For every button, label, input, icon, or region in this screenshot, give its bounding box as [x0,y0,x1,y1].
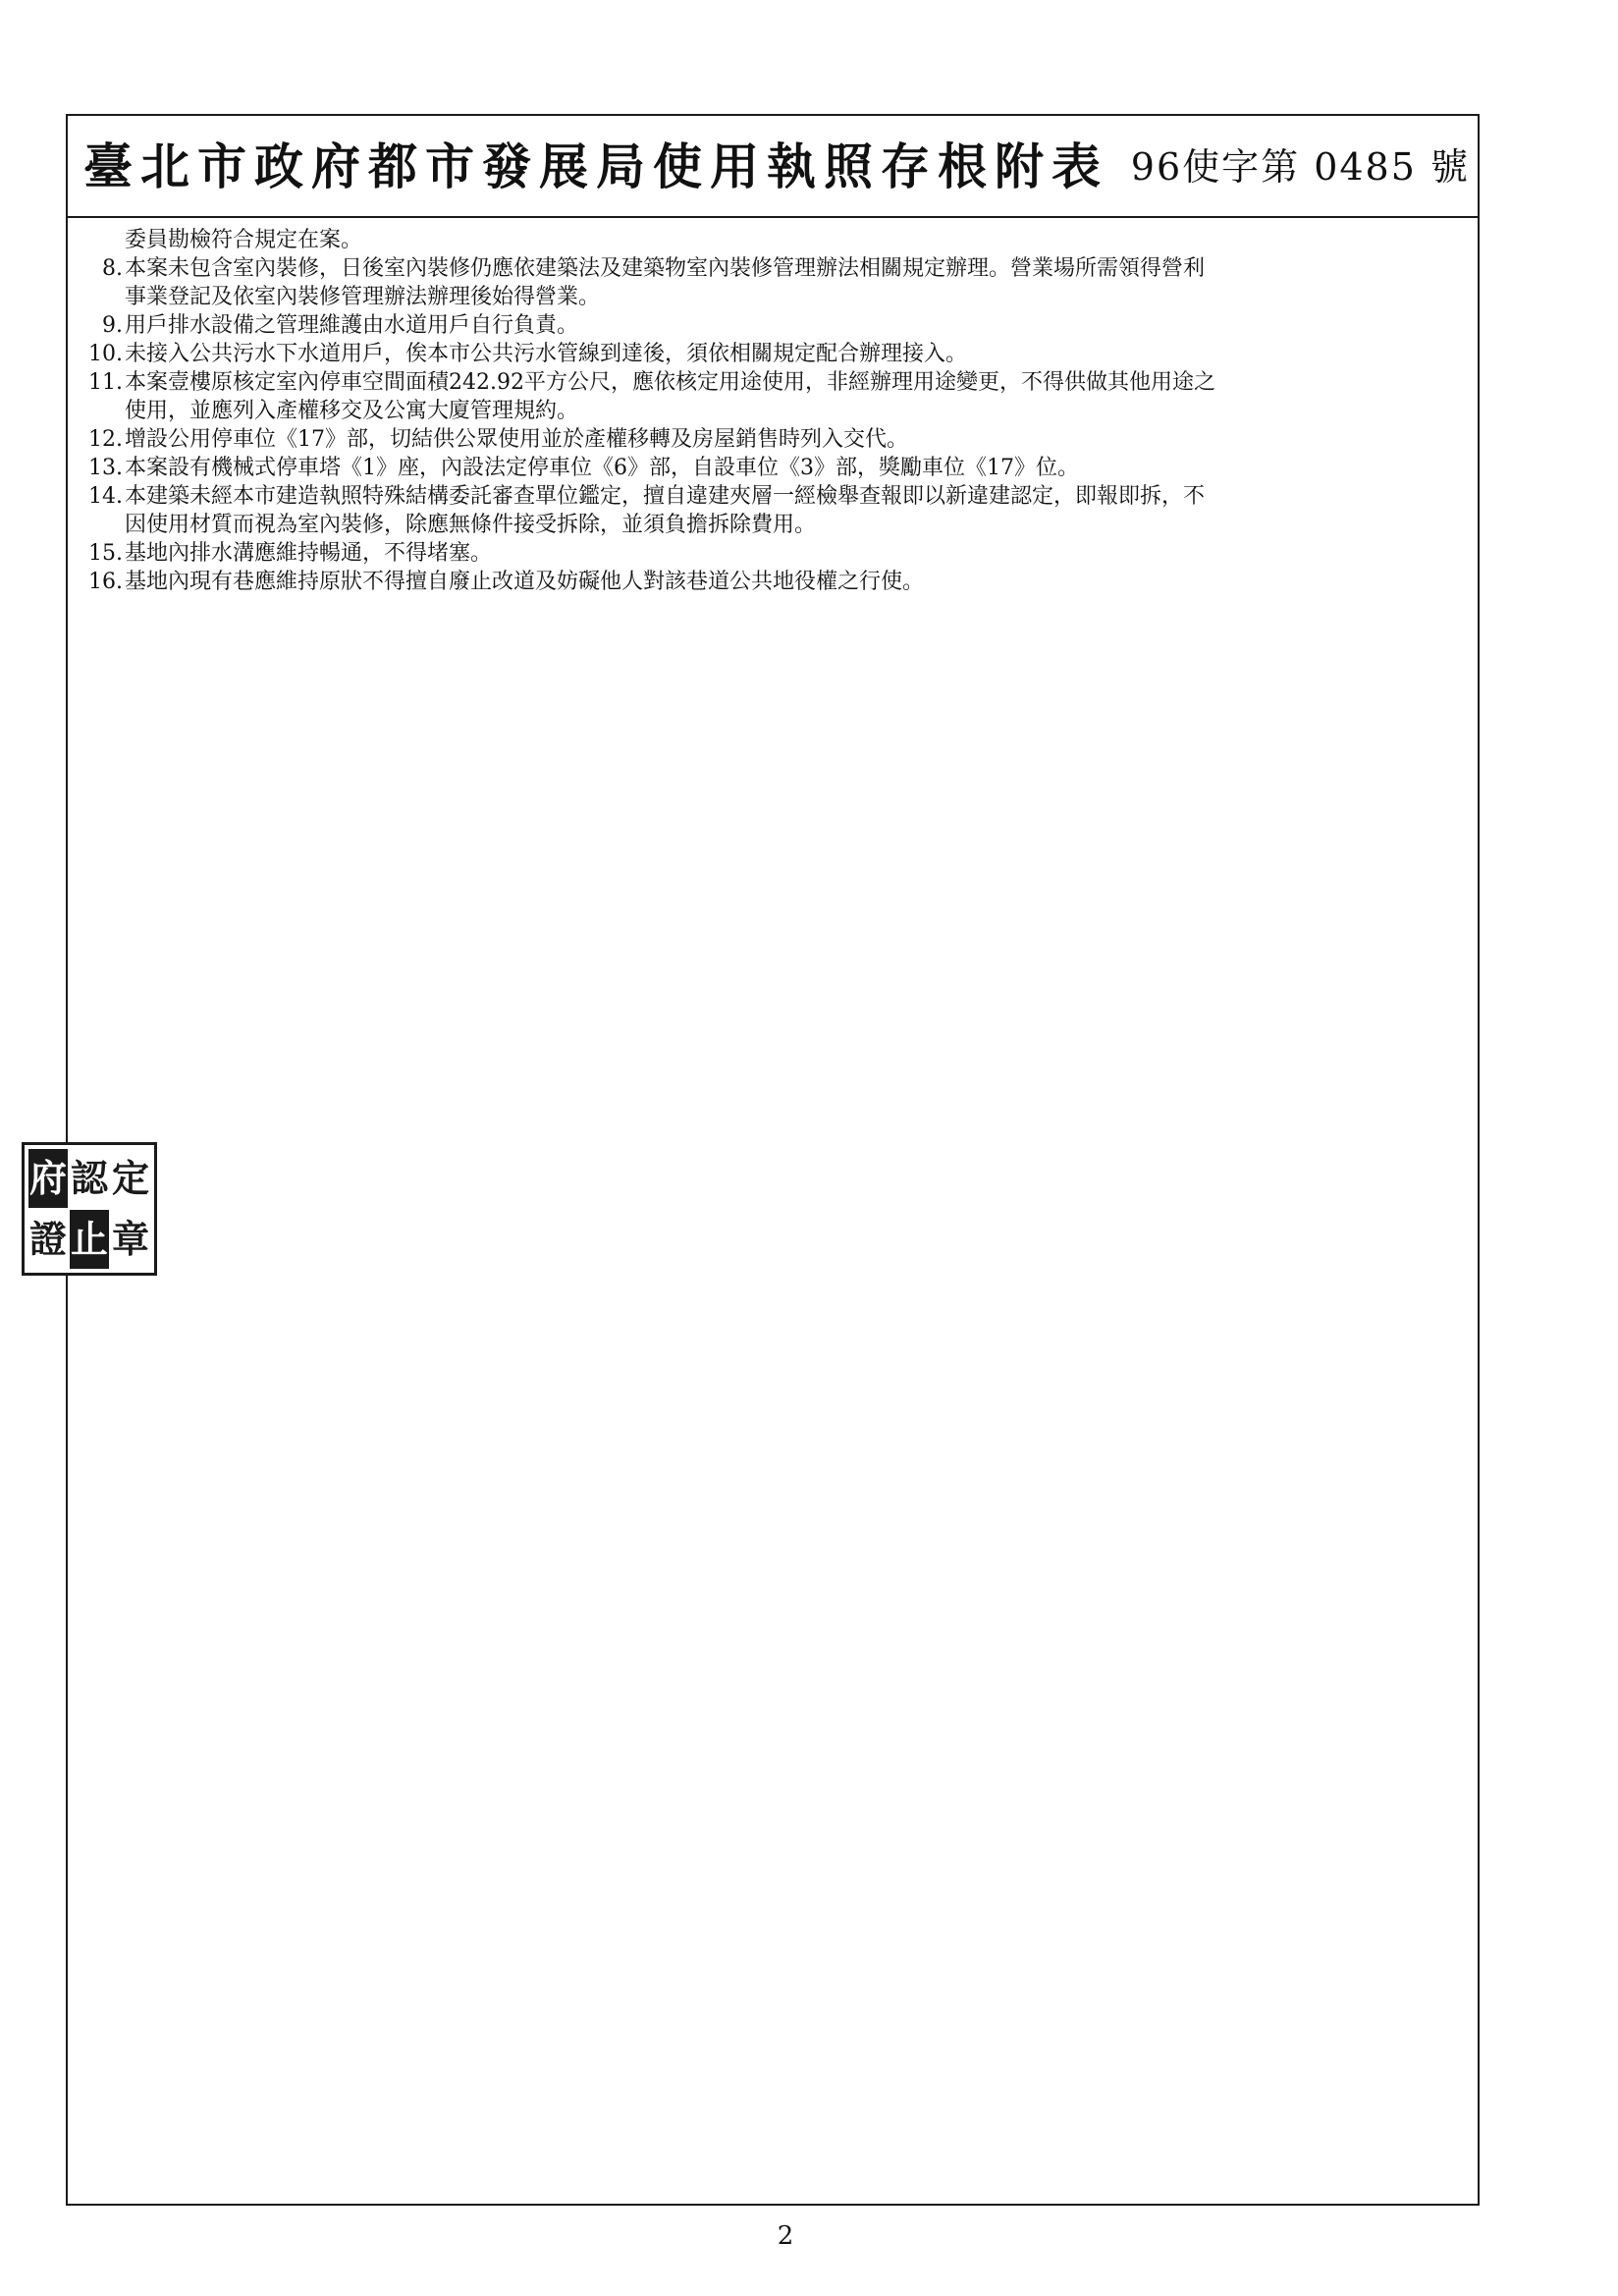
condition-number: 10. [88,342,123,366]
condition-number: 12. [88,427,123,452]
condition-number: 13. [88,456,123,480]
seal-character: 認 [70,1157,108,1200]
condition-text: 基地內排水溝應維持暢通，不得堵塞。 [125,541,493,566]
page-number: 2 [777,2221,794,2251]
document-header [68,116,1478,218]
seal-character: 止 [70,1210,109,1269]
document-title: 臺北市政府都市發展局使用執照存根附表 [83,137,1108,195]
condition-number: 16. [88,570,123,594]
condition-text: 未接入公共污水下水道用戶，俟本市公共污水管線到達後，須依相關規定配合辦理接入。 [125,342,968,366]
condition-number: 15. [88,541,123,566]
condition-text: 委員勘檢符合規定在案。 [125,228,363,252]
condition-item [83,340,1478,368]
document-frame [66,114,1480,2206]
condition-number: 14. [88,484,123,509]
official-seal-stamp [22,1142,157,1276]
license-number: 96使字第 0485 號 [1130,145,1470,189]
condition-text: 本建築未經本市建造執照特殊結構委託審查單位鑑定，擅自違建夾層一經檢舉查報即以新違建認定，即報即拆，不 因使用材質而視為室內裝修，除應無條件接受拆除，並須負擔拆除費用。 [125,484,1206,537]
seal-character: 定 [111,1157,149,1200]
condition-item [83,482,1478,539]
condition-number: 9. [102,313,123,338]
condition-item [83,226,1478,254]
condition-item [83,425,1478,454]
condition-text: 本案設有機械式停車塔《1》座，內設法定停車位《6》部，自設車位《3》部，獎勵車位《17》位。 [125,456,1079,480]
condition-item [83,454,1478,482]
condition-text: 基地內現有巷應維持原狀不得擅自廢止改道及妨礙他人對該巷道公共地役權之行使。 [125,570,925,594]
seal-character: 章 [111,1218,149,1261]
condition-item [83,254,1478,311]
seal-character: 證 [28,1218,67,1261]
condition-item [83,539,1478,568]
condition-text: 本案未包含室內裝修，日後室內裝修仍應依建築法及建築物室內裝修管理辦法相關規定辦理。營業場所需領得營利 事業登記及依室內裝修管理辦法辦理後始得營業。 [125,256,1206,309]
condition-text: 用戶排水設備之管理維護由水道用戶自行負責。 [125,313,579,338]
condition-text: 本案壹樓原核定室內停車空間面積242.92平方公尺，應依核定用途使用，非經辦理用途變更，不得供做其他用途之 使用，並應列入產權移交及公寓大廈管理規約。 [125,370,1215,423]
seal-character: 府 [28,1149,68,1208]
condition-item [83,368,1478,425]
conditions-list [83,226,1478,596]
condition-number: 11. [88,370,123,395]
condition-item [83,568,1478,596]
condition-number: 8. [102,256,123,281]
condition-item [83,311,1478,340]
condition-text: 增設公用停車位《17》部，切結供公眾使用並於產權移轉及房屋銷售時列入交代。 [125,427,908,452]
